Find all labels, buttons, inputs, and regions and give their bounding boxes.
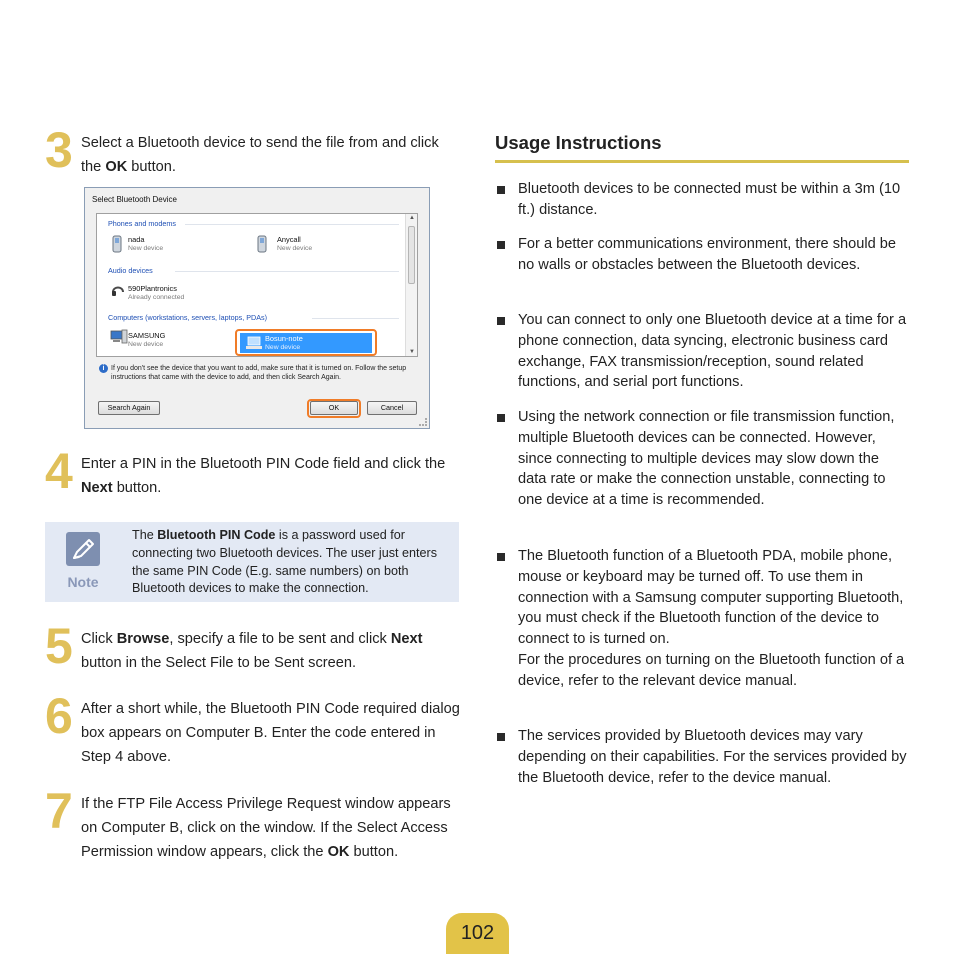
step-number: 5 [45, 618, 71, 674]
pencil-note-icon [66, 532, 100, 566]
list-scrollbar[interactable] [405, 214, 417, 356]
note-label: Note [67, 574, 99, 590]
usage-instructions-heading: Usage Instructions [495, 132, 662, 153]
dialog-info-text: i If you don't see the device that you want to add, make sure that it is turned on. Follow the setup instructions that came with the device to add, and then click Search Again. [99, 364, 409, 382]
bullet-square-icon [497, 733, 505, 741]
bullet-square-icon [497, 553, 505, 561]
step-text: After a short while, the Bluetooth PIN Code required dialog box appears on Computer B. Enter the code entered in Step 4 above. [81, 701, 460, 765]
bullet-square-icon [497, 241, 505, 249]
group-audio: Audio devices [108, 266, 153, 275]
laptop-icon [246, 335, 260, 353]
step-number: 7 [45, 783, 71, 839]
phone-icon [110, 235, 124, 253]
step-text: If the FTP File Access Privilege Request window appears on Computer B, click on the window. If the Select Access Permission window appears, click the OK button. [81, 796, 451, 860]
cancel-button[interactable]: Cancel [367, 401, 417, 415]
computer-icon [110, 329, 124, 347]
dialog-title: Select Bluetooth Device [92, 195, 177, 204]
search-again-button[interactable]: Search Again [98, 401, 160, 415]
bullet-square-icon [497, 317, 505, 325]
device-nada[interactable]: nada New device [128, 235, 164, 252]
select-bluetooth-device-dialog [84, 187, 430, 429]
bullet-square-icon [497, 414, 505, 422]
step-number: 6 [45, 688, 71, 744]
scroll-up-icon[interactable]: ▲ [409, 215, 415, 221]
note-text: The Bluetooth PIN Code is a password used for connecting two Bluetooth devices. The user just enters the same PIN Code (E.g. same numbers) on both Bluetooth devices to make the connection. [132, 528, 437, 596]
group-computers: Computers (workstations, servers, laptops, PDAs) [108, 313, 267, 322]
ok-button[interactable]: OK [310, 401, 358, 415]
note-box [45, 522, 459, 602]
page-number: 102 [460, 922, 495, 944]
info-icon: i [99, 364, 108, 373]
step-text: Select a Bluetooth device to send the file from and click the OK button. [81, 135, 439, 175]
bullet-square-icon [497, 186, 505, 194]
device-anycall[interactable]: Anycall New device [277, 235, 313, 252]
phone-icon [255, 235, 269, 253]
heading-underline [495, 160, 909, 163]
step-number: 3 [45, 122, 71, 178]
headset-icon [110, 282, 124, 300]
step-text: Click Browse, specify a file to be sent and click Next button in the Select File to be Sent screen. [81, 631, 423, 671]
scroll-thumb[interactable] [408, 226, 415, 284]
device-bosun-note[interactable]: Bosun-note New device [265, 334, 303, 351]
scroll-down-icon[interactable]: ▼ [409, 349, 415, 355]
selected-device-highlight[interactable] [235, 329, 377, 356]
group-phones: Phones and modems [108, 219, 176, 228]
resize-grip[interactable] [419, 418, 427, 426]
device-590plantronics[interactable]: 590Plantronics Already connected [128, 284, 185, 301]
step-number: 4 [45, 443, 71, 499]
step-text: Enter a PIN in the Bluetooth PIN Code field and click the Next button. [81, 456, 446, 496]
device-samsung[interactable]: SAMSUNG New device [128, 331, 166, 348]
